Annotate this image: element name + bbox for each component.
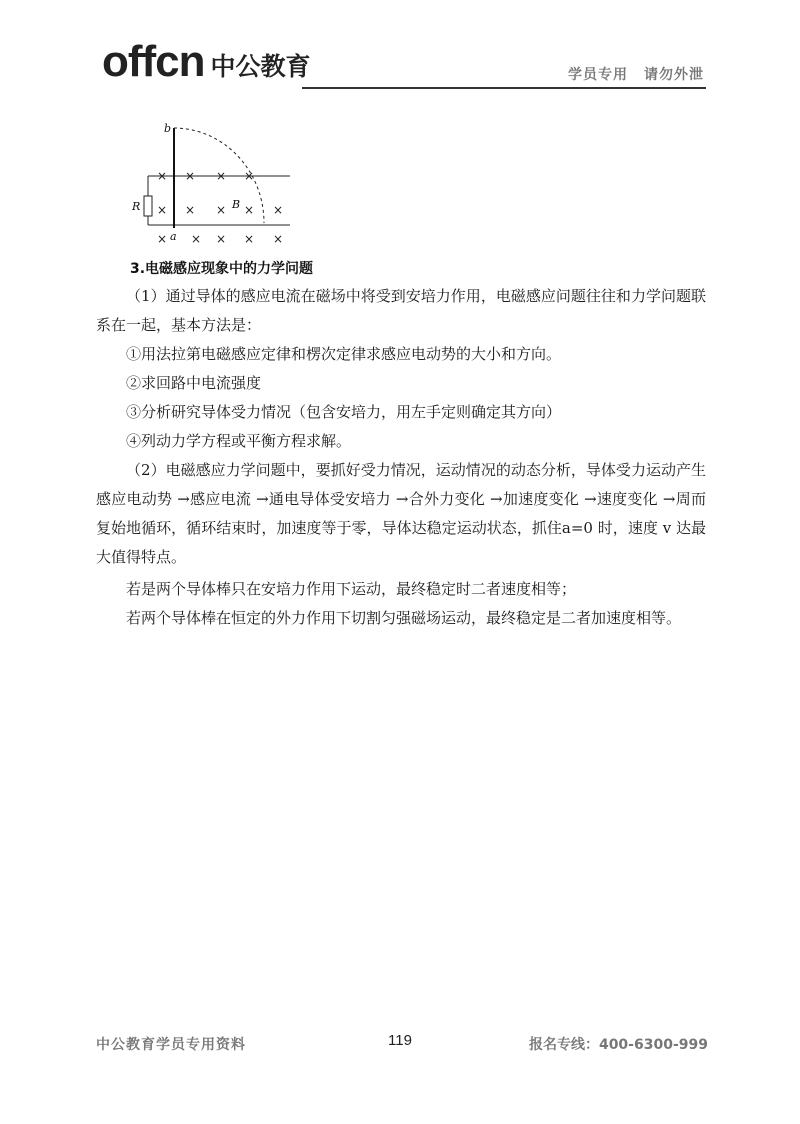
label-B: B	[232, 198, 241, 211]
circuit-diagram	[128, 118, 298, 248]
field-mark: ×	[243, 169, 255, 183]
logo-wordmark: offcn	[102, 37, 205, 86]
field-mark: ×	[215, 203, 227, 217]
logo-chinese-name: 中公教育	[210, 52, 311, 81]
footer-material-label: 中公教育学员专用资料	[96, 1037, 246, 1053]
label-b: b	[164, 122, 172, 135]
section-heading: 3.电磁感应现象中的力学问题	[130, 261, 314, 277]
resistor	[144, 196, 152, 216]
label-a: a	[170, 230, 177, 243]
header-divider	[302, 87, 706, 89]
field-mark: ×	[156, 232, 168, 246]
header-tags	[568, 64, 704, 84]
field-mark: ×	[243, 203, 255, 217]
paragraph-4: 若两个导体棒在恒定的外力作用下切割匀强磁场运动，最终稳定是二者加速度相等。	[126, 609, 682, 627]
label-R: R	[132, 200, 141, 213]
footer-hotline: 报名专线：400-6300-999	[528, 1037, 708, 1053]
field-mark: ×	[184, 203, 196, 217]
method-step-2: ②求回路中电流强度	[126, 374, 262, 392]
field-mark: ×	[243, 232, 255, 246]
offcn-logo	[102, 37, 311, 86]
header-tag-students-only: 学员专用	[568, 67, 628, 83]
header-tag-do-not-leak: 请勿外泄	[644, 67, 704, 83]
field-mark: ×	[156, 169, 168, 183]
field-mark: ×	[215, 169, 227, 183]
method-step-3: ③分析研究导体受力情况（包含安培力，用左手定则确定其方向）	[126, 403, 562, 421]
paragraph-2: （2）电磁感应力学问题中，要抓好受力情况，运动情况的动态分析，导体受力运动产生感应电动势 →感应电流 →通电导体受安培力 →合外力变化 →加速度变化 →速度变化 →周而复始地循环，循环结束时，加速度等于零，导体达稳定运动状态，抓住a=0 时，速度 v 达最大值得特点。	[96, 461, 706, 566]
field-mark: ×	[184, 169, 196, 183]
field-mark: ×	[272, 203, 284, 217]
paragraph-3: 若是两个导体棒只在安培力作用下运动，最终稳定时二者速度相等；	[126, 580, 577, 598]
method-step-4: ④列动力学方程或平衡方程求解。	[126, 432, 352, 450]
field-mark: ×	[190, 232, 202, 246]
field-mark: ×	[156, 203, 168, 217]
method-step-1: ①用法拉第电磁感应定律和楞次定律求感应电动势的大小和方向。	[126, 345, 562, 363]
page-header	[0, 0, 800, 100]
page-number: 119	[388, 1032, 412, 1049]
field-mark: ×	[272, 232, 284, 246]
field-mark: ×	[215, 232, 227, 246]
paragraph-1: （1）通过导体的感应电流在磁场中将受到安培力作用，电磁感应问题往往和力学问题联系在一起，基本方法是：	[96, 287, 706, 334]
